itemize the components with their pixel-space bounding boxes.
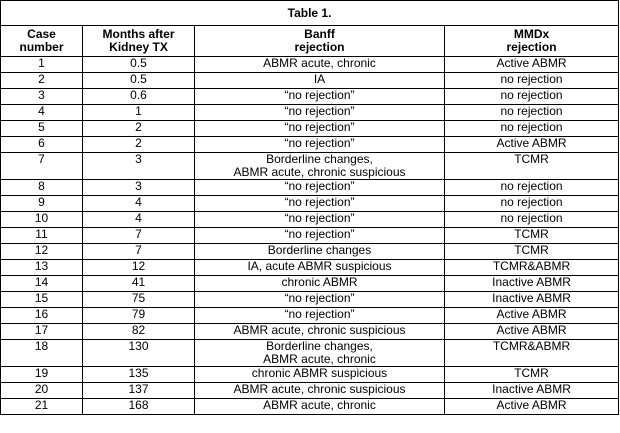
header-line: rejection: [506, 40, 557, 54]
cell-mmdx-rejection: TCMR: [445, 244, 619, 260]
cell-banff-rejection: [195, 244, 445, 260]
cell-mmdx-rejection: TCMR: [445, 367, 619, 383]
table-row: [1, 399, 619, 415]
banff-line: “no rejection”: [284, 211, 355, 225]
cell-mmdx-rejection: no rejection: [445, 105, 619, 121]
banff-line: “no rejection”: [284, 307, 355, 321]
cell-case-number: 9: [1, 196, 83, 212]
table-row: [1, 340, 619, 367]
cell-mmdx-rejection: Active ABMR: [445, 57, 619, 73]
cell-mmdx-rejection: Inactive ABMR: [445, 292, 619, 308]
header-mmdx: [445, 26, 619, 57]
cell-banff-rejection: [195, 228, 445, 244]
cell-case-number: 5: [1, 121, 83, 137]
cell-months: 7: [83, 228, 195, 244]
cell-case-number: 19: [1, 367, 83, 383]
cell-mmdx-rejection: TCMR: [445, 228, 619, 244]
cell-months: 3: [83, 153, 195, 180]
header-case-number: [1, 26, 83, 57]
banff-line: “no rejection”: [284, 136, 355, 150]
cell-mmdx-rejection: no rejection: [445, 73, 619, 89]
banff-line: Borderline changes,: [266, 339, 373, 353]
banff-line: IA: [313, 72, 326, 86]
cell-banff-rejection: [195, 383, 445, 399]
cell-banff-rejection: [195, 196, 445, 212]
banff-line: “no rejection”: [284, 195, 355, 209]
cell-banff-rejection: [195, 260, 445, 276]
cell-mmdx-rejection: Active ABMR: [445, 324, 619, 340]
cell-case-number: 4: [1, 105, 83, 121]
banff-line: “no rejection”: [284, 179, 355, 193]
cell-case-number: 13: [1, 260, 83, 276]
table-row: [1, 292, 619, 308]
table-row: [1, 73, 619, 89]
header-line: Banff: [304, 27, 335, 41]
banff-line: ABMR acute, chronic suspicious: [233, 382, 406, 396]
banff-line: chronic ABMR suspicious: [251, 366, 388, 380]
cell-case-number: 12: [1, 244, 83, 260]
cell-case-number: 8: [1, 180, 83, 196]
cell-months: 0.5: [83, 57, 195, 73]
banff-line: “no rejection”: [284, 227, 355, 241]
table-row: [1, 383, 619, 399]
cell-banff-rejection: [195, 89, 445, 105]
banff-line: Borderline changes: [267, 243, 372, 257]
cell-banff-rejection: [195, 324, 445, 340]
cell-mmdx-rejection: Active ABMR: [445, 137, 619, 153]
table-row: [1, 180, 619, 196]
cell-mmdx-rejection: Inactive ABMR: [445, 383, 619, 399]
table-row: [1, 260, 619, 276]
cell-mmdx-rejection: no rejection: [445, 180, 619, 196]
cell-months: 137: [83, 383, 195, 399]
cell-months: 0.6: [83, 89, 195, 105]
cell-case-number: 7: [1, 153, 83, 180]
banff-line: ABMR acute, chronic: [263, 352, 376, 366]
cell-case-number: 1: [1, 57, 83, 73]
cell-months: 2: [83, 121, 195, 137]
banff-line: “no rejection”: [284, 104, 355, 118]
header-line: MMDx: [513, 27, 550, 41]
cell-case-number: 20: [1, 383, 83, 399]
banff-line: “no rejection”: [284, 291, 355, 305]
cell-mmdx-rejection: Active ABMR: [445, 308, 619, 324]
cell-mmdx-rejection: no rejection: [445, 196, 619, 212]
cell-banff-rejection: [195, 399, 445, 415]
cell-case-number: 17: [1, 324, 83, 340]
header-line: Kidney TX: [109, 40, 168, 54]
banff-line: “no rejection”: [284, 120, 355, 134]
cell-banff-rejection: [195, 137, 445, 153]
table-title: Table 1.: [1, 1, 619, 26]
table-row: [1, 105, 619, 121]
table-body: [1, 57, 619, 415]
cell-case-number: 6: [1, 137, 83, 153]
table-row: [1, 276, 619, 292]
banff-line: ABMR acute, chronic: [263, 56, 376, 70]
cell-mmdx-rejection: no rejection: [445, 89, 619, 105]
banff-line: ABMR acute, chronic: [263, 398, 376, 412]
cell-banff-rejection: [195, 57, 445, 73]
cell-banff-rejection: [195, 340, 445, 367]
header-months: [83, 26, 195, 57]
cell-case-number: 15: [1, 292, 83, 308]
cell-banff-rejection: [195, 73, 445, 89]
cell-banff-rejection: [195, 180, 445, 196]
cell-months: 82: [83, 324, 195, 340]
cell-months: 7: [83, 244, 195, 260]
cell-mmdx-rejection: no rejection: [445, 212, 619, 228]
table-row: [1, 89, 619, 105]
cell-mmdx-rejection: TCMR&ABMR: [445, 340, 619, 367]
table-row: [1, 212, 619, 228]
banff-line: ABMR acute, chronic suspicious: [233, 323, 406, 337]
cell-months: 1: [83, 105, 195, 121]
cell-mmdx-rejection: no rejection: [445, 121, 619, 137]
cell-months: 2: [83, 137, 195, 153]
cell-mmdx-rejection: TCMR: [445, 153, 619, 180]
table-row: [1, 367, 619, 383]
banff-line: Borderline changes,: [266, 152, 373, 166]
cell-banff-rejection: [195, 105, 445, 121]
header-line: rejection: [294, 40, 345, 54]
cell-case-number: 2: [1, 73, 83, 89]
cell-case-number: 16: [1, 308, 83, 324]
table-row: [1, 137, 619, 153]
cell-case-number: 14: [1, 276, 83, 292]
cell-banff-rejection: [195, 292, 445, 308]
cell-banff-rejection: [195, 367, 445, 383]
table-row: [1, 153, 619, 180]
table-row: [1, 196, 619, 212]
table-row: [1, 308, 619, 324]
header-banff: [195, 26, 445, 57]
cell-months: 3: [83, 180, 195, 196]
banff-line: “no rejection”: [284, 88, 355, 102]
cell-banff-rejection: [195, 153, 445, 180]
cell-case-number: 18: [1, 340, 83, 367]
banff-line: IA, acute ABMR suspicious: [247, 259, 392, 273]
header-line: Months after: [102, 27, 175, 41]
table-row: [1, 121, 619, 137]
cell-months: 135: [83, 367, 195, 383]
cell-months: 41: [83, 276, 195, 292]
banff-line: chronic ABMR: [281, 275, 358, 289]
header-line: Case: [27, 27, 56, 41]
table-row: [1, 57, 619, 73]
table-row: [1, 324, 619, 340]
cell-banff-rejection: [195, 308, 445, 324]
cell-case-number: 21: [1, 399, 83, 415]
table-row: [1, 228, 619, 244]
table-row: [1, 244, 619, 260]
cell-case-number: 10: [1, 212, 83, 228]
cell-months: 0.5: [83, 73, 195, 89]
header-line: number: [19, 40, 64, 54]
cell-months: 168: [83, 399, 195, 415]
cell-banff-rejection: [195, 121, 445, 137]
cell-months: 4: [83, 196, 195, 212]
cell-banff-rejection: [195, 276, 445, 292]
cell-months: 75: [83, 292, 195, 308]
cell-mmdx-rejection: Active ABMR: [445, 399, 619, 415]
cell-months: 12: [83, 260, 195, 276]
banff-line: ABMR acute, chronic suspicious: [233, 165, 406, 179]
cell-months: 4: [83, 212, 195, 228]
cell-banff-rejection: [195, 212, 445, 228]
cell-mmdx-rejection: TCMR&ABMR: [445, 260, 619, 276]
cell-months: 79: [83, 308, 195, 324]
cell-mmdx-rejection: Inactive ABMR: [445, 276, 619, 292]
cell-case-number: 3: [1, 89, 83, 105]
cell-months: 130: [83, 340, 195, 367]
cell-case-number: 11: [1, 228, 83, 244]
